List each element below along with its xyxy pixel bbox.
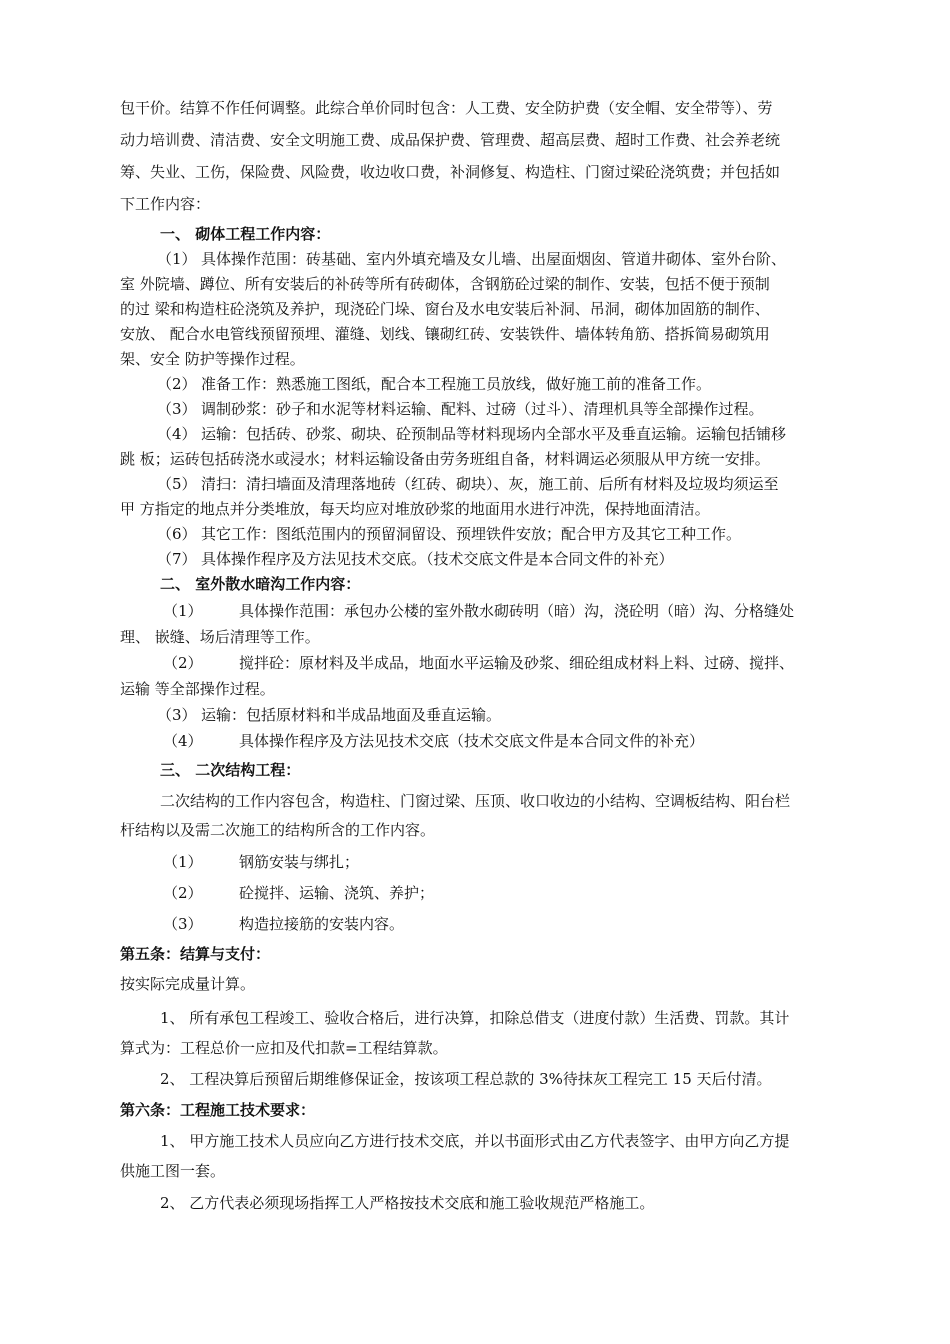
s2-item2-line1: （2） 搅拌砼：原材料及半成品，地面水平运输及砂浆、细砼组成材料上料、过磅、搅拌、	[163, 654, 795, 672]
section2-heading: 二、 室外散水暗沟工作内容：	[160, 575, 361, 593]
s1-item5-line1: （5） 清扫：清扫墙面及清理落地砖（红砖、砌块）、灰，施工前、后所有材料及垃圾均须运至	[157, 475, 779, 493]
s1-item2: （2） 准备工作：熟悉施工图纸，配合本工程施工员放线，做好施工前的准备工作。	[157, 375, 712, 393]
intro-line-2: 动力培训费、清洁费、安全文明施工费、成品保护费、管理费、超高层费、超时工作费、社会养老统	[120, 131, 781, 149]
section3-heading: 三、 二次结构工程：	[160, 761, 301, 779]
s2-item2-line2: 运输 等全部操作过程。	[120, 680, 275, 698]
s1-item4-line1: （4） 运输：包括砖、砂浆、砌块、砼预制品等材料现场内全部水平及垂直运输。运输包括铺移	[157, 425, 787, 443]
s3-item1: （1） 钢筋安装与绑扎；	[163, 853, 360, 871]
article5-p1-line1: 1、 所有承包工程竣工、验收合格后，进行决算，扣除总借支（进度付款）生活费、罚款。其计	[160, 1009, 790, 1027]
s2-item3: （3） 运输：包括原材料和半成品地面及垂直运输。	[157, 706, 502, 724]
intro-line-4: 下工作内容：	[120, 195, 211, 213]
s1-item1-line1: （1） 具体操作范围：砖基础、室内外填充墙及女儿墙、出屋面烟囱、管道井砌体、室外台阶、	[157, 250, 787, 268]
intro-line-3: 筹、失业、工伤，保险费、风险费，收边收口费，补洞修复、构造柱、门窗过梁砼浇筑费；并包括如	[120, 163, 781, 181]
s3-item3: （3） 构造拉接筋的安装内容。	[163, 915, 405, 933]
s2-item1-line1: （1） 具体操作范围：承包办公楼的室外散水砌砖明（暗）沟，浇砼明（暗）沟、分格缝处	[163, 602, 795, 620]
s3-item2: （2） 砼搅拌、运输、浇筑、养护；	[163, 884, 435, 902]
article5-heading: 第五条：结算与支付：	[120, 945, 271, 963]
s1-item1-line3: 的过 梁和构造柱砼浇筑及养护，现浇砼门垛、窗台及水电安装后补洞、吊洞，砌体加固筋的制作、	[120, 300, 770, 318]
s1-item1-line4: 安放、 配合水电管线预留预埋、灌缝、划线、镶砌红砖、安装铁件、墙体转角筋、搭拆简易砌筑用	[120, 325, 770, 343]
s1-item1-line5: 架、安全 防护等操作过程。	[120, 350, 305, 368]
s1-item4-line2: 跳 板；运砖包括砖浇水或浸水；材料运输设备由劳务班组自备，材料调运必须服从甲方统一安排。	[120, 450, 770, 468]
article5-sub: 按实际完成量计算。	[120, 975, 256, 993]
s1-item1-line2: 室 外院墙、蹲位、所有安装后的补砖等所有砖砌体，含钢筋砼过梁的制作、安装，包括不便于预制	[120, 275, 770, 293]
intro-line-1: 包干价。结算不作任何调整。此综合单价同时包含：人工费、安全防护费（安全帽、安全带等）、劳	[120, 99, 773, 117]
article5-p1-line2: 算式为：工程总价一应扣及代扣款=工程结算款。	[120, 1039, 448, 1057]
s1-item5-line2: 甲 方指定的地点并分类堆放，每天均应对堆放砂浆的地面用水进行冲洗，保持地面清洁。	[120, 500, 710, 518]
article6-p2: 2、 乙方代表必须现场指挥工人严格按技术交底和施工验收规范严格施工。	[160, 1194, 655, 1212]
article6-p1-line2: 供施工图一套。	[120, 1162, 226, 1180]
s3-para-line2: 杆结构以及需二次施工的结构所含的工作内容。	[120, 821, 436, 839]
article6-p1-line1: 1、 甲方施工技术人员应向乙方进行技术交底，并以书面形式由乙方代表签字、由甲方向乙方提	[160, 1132, 790, 1150]
s1-item3: （3） 调制砂浆：砂子和水泥等材料运输、配料、过磅（过斗）、清理机具等全部操作过程。	[157, 400, 764, 418]
s3-para-line1: 二次结构的工作内容包含，构造柱、门窗过梁、压顶、收口收边的小结构、空调板结构、阳台栏	[160, 792, 791, 810]
s2-item1-line2: 理、 嵌缝、场后清理等工作。	[120, 628, 320, 646]
s1-item1-number: （1）	[157, 250, 197, 268]
s1-item6: （6） 其它工作：图纸范围内的预留洞留设、预埋铁件安放；配合甲方及其它工种工作。	[157, 525, 742, 543]
article5-p2: 2、 工程决算后预留后期维修保证金，按该项工程总款的 3%待抹灰工程完工 15 天后付清。	[160, 1070, 772, 1088]
section1-heading: 一、 砌体工程工作内容：	[160, 225, 331, 243]
s1-item7: （7） 具体操作程序及方法见技术交底。（技术交底文件是本合同文件的补充）	[157, 550, 674, 568]
article6-heading: 第六条：工程施工技术要求：	[120, 1101, 316, 1119]
s2-item4: （4） 具体操作程序及方法见技术交底（技术交底文件是本合同文件的补充）	[163, 732, 705, 750]
